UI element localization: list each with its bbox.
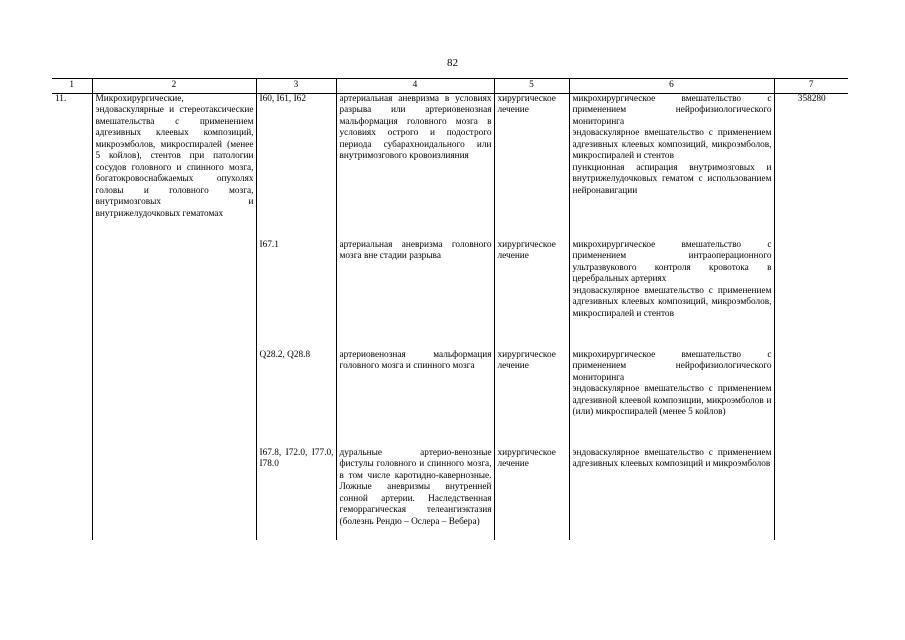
col-header-6: 6 [569, 79, 774, 94]
model-cell: артериальная аневризма в условиях разрыва или артериовенозная мальформация головного мозга в условиях острого и подострого периода субарахноидального или внутримозгового кровоизлияния [339, 93, 492, 161]
code-cell: I60, I61, I62 [259, 93, 306, 104]
col-header-5: 5 [494, 79, 569, 94]
treatment-table [52, 78, 848, 540]
model-column [336, 93, 494, 540]
code-cell: Q28.2, Q28.8 [259, 349, 311, 360]
col-header-1: 1 [52, 79, 92, 94]
treatment-cell: хирургическое лечение [497, 239, 556, 261]
method-text: микрохирургическое вмешательство с применением интраоперационного ультразвукового контроля кровотока в церебральных артериях [572, 239, 772, 284]
header-row [52, 79, 848, 94]
methods-group [573, 240, 772, 338]
intervention-name: Микрохирургические, эндоваскулярные и стереотаксические вмешательства с применением адгезивных клеевых композиций, микроэмболов, микроспиралей (менее 5 койлов), стентов при патологии сосудов головного и спинного мозга, богатокровоснабжаемых опухолях головы и головного мозга, внутримозговых и внутрижелудочковых гематомах [92, 93, 256, 540]
method-text: эндоваскулярное вмешательство с применением адгезивных клеевых композиций, микроэмболов, микроспиралей и стентов [572, 128, 772, 161]
methods-group [573, 94, 772, 228]
method-text: пункционная аспирация внутримозговых и внутрижелудочковых гематом с использованием нейронавигации [572, 162, 772, 196]
method-text: микрохирургическое вмешательство с применением нейрофизиологического мониторинга [572, 349, 772, 383]
treatment-cell: хирургическое лечение [497, 93, 556, 115]
col-header-2: 2 [92, 79, 256, 94]
method-text: эндоваскулярное вмешательство с применением адгезивной клеевой композиции, микроэмболов и (или) микроспиралей (менее 5 койлов) [572, 384, 772, 417]
method-text: эндоваскулярное вмешательство с применением адгезивных клеевых композиций, микроэмболов, микроспиралей и стентов [572, 285, 772, 319]
methods-column [569, 93, 774, 540]
treatment-cell: хирургическое лечение [497, 447, 556, 469]
code-cell: I67.1 [259, 239, 279, 250]
treatment-cell: хирургическое лечение [497, 349, 556, 371]
price-cell: 358280 [774, 93, 848, 540]
col-header-3: 3 [256, 79, 336, 94]
model-cell: дуральные артерио-венозные фистулы головного и спинного мозга, в том числе каротидно-кавернозные. Ложные аневризмы внутренней сонной артерии. Наследственная геморрагическая телеангиэктазия (болезнь Рендю – Ослера – Вебера) [339, 447, 492, 527]
method-text: микрохирургическое вмешательство с применением нейрофизиологического мониторинга [572, 93, 772, 127]
codes-column [256, 93, 336, 540]
code-cell: I67.8, I72.0, I77.0, I78.0 [259, 447, 334, 469]
methods-group [573, 350, 772, 436]
col-header-4: 4 [336, 79, 494, 94]
col-header-7: 7 [774, 79, 848, 94]
table-row [52, 93, 848, 540]
method-text: эндоваскулярное вмешательство с применением адгезивных клеевых композиций и микроэмболов [572, 447, 772, 469]
page-number: 82 [447, 57, 458, 69]
treatment-column [494, 93, 569, 540]
model-cell: артериовенозная мальформация головного мозга и спинного мозга [339, 349, 492, 371]
model-cell: артериальная аневризма головного мозга вне стадии разрыва [339, 239, 492, 261]
row-number: 11. [55, 93, 67, 104]
methods-group [573, 448, 772, 471]
